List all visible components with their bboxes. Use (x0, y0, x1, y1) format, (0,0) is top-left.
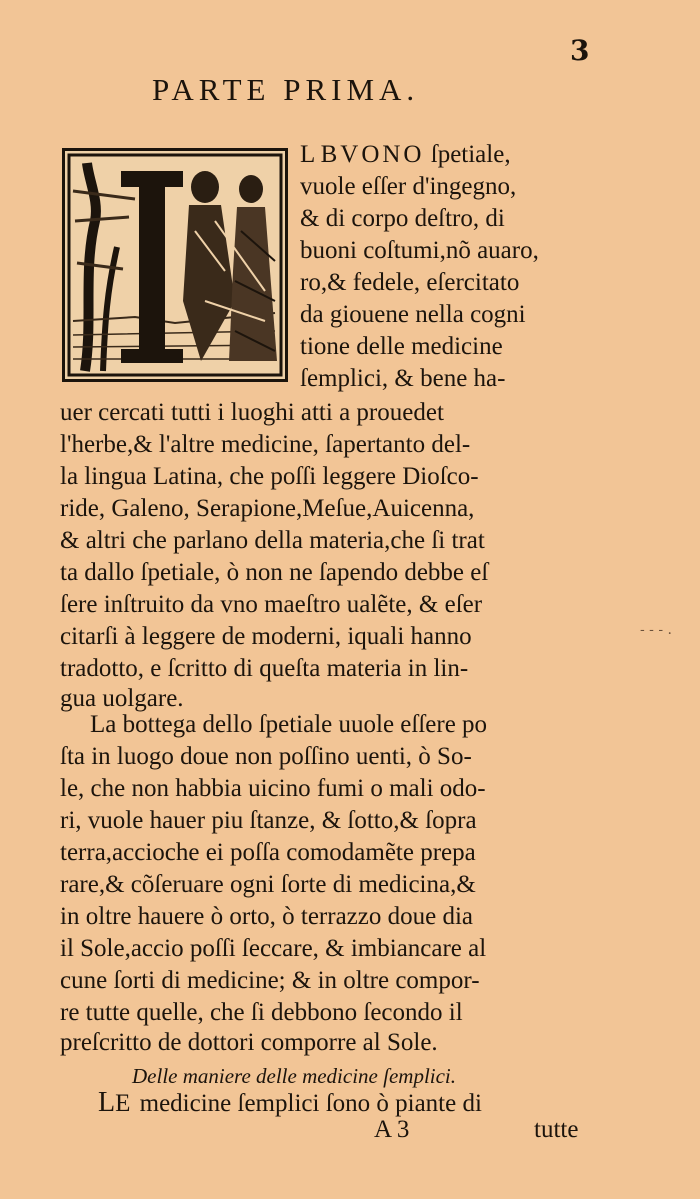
opening-small-caps: BVONO (320, 141, 425, 168)
text-line: preſcritto de dottori comporre al Sole. (60, 1029, 438, 1056)
opening-capital: L (300, 141, 315, 168)
signature-mark: A 3 (374, 1116, 410, 1143)
text-line-content: ſpetiale, (430, 141, 511, 168)
text-line: ri, vuole hauer piu ſtanze, & ſotto,& ſopra (60, 807, 477, 834)
text-line-content: medicine ſemplici ſono ò piante di (139, 1090, 482, 1117)
text-line: l'herbe,& l'altre medicine, ſapertanto del- (60, 431, 471, 458)
section-heading: Delle maniere delle medicine ſemplici. (132, 1064, 457, 1088)
text-line: vuole eſſer d'ingegno, (300, 173, 517, 200)
text-line (300, 140, 511, 170)
text-line: le, che non habbia uicino fumi o mali odo- (60, 775, 486, 802)
page-number: 3 (570, 34, 590, 67)
text-line: la lingua Latina, che poſſi leggere Dioſco- (60, 463, 479, 490)
text-line: citarſi à leggere de moderni, iquali hanno (60, 623, 472, 650)
text-line: buoni coſtumi,nõ auaro, (300, 237, 539, 264)
opening-small-caps: E (115, 1090, 134, 1117)
text-line: da giouene nella cogni (300, 301, 526, 328)
text-line: re tutte quelle, che ſi debbono ſecondo il (60, 999, 463, 1026)
text-line: ſta in luogo doue non poſſino uenti, ò So- (60, 743, 472, 770)
text-line: & di corpo deſtro, di (300, 205, 505, 232)
text-line: ſemplici, & bene ha- (300, 365, 506, 392)
text-line: tione delle medicine (300, 333, 503, 360)
text-line: rare,& cõſeruare ogni ſorte di medicina,& (60, 871, 476, 898)
text-line: La bottega dello ſpetiale uuole eſſere po (90, 711, 488, 738)
text-line: & altri che parlano della materia,che ſi trat (60, 527, 485, 554)
margin-mark: - - - . (640, 622, 672, 638)
text-line: il Sole,accio poſſi ſeccare, & imbiancare al (60, 935, 487, 962)
decorated-initial (62, 148, 288, 382)
text-line: terra,accioche ei poſſa comodamẽte prepa (60, 839, 476, 866)
text-line: in oltre hauere ò orto, ò terrazzo doue dia (60, 903, 474, 930)
text-line (98, 1088, 482, 1119)
text-line: gua uolgare. (60, 685, 184, 712)
text-line: uer cercati tutti i luoghi atti a prouedet (60, 399, 444, 426)
text-line: ſere inſtruito da vno maeſtro ualẽte, & eſer (60, 591, 483, 618)
opening-capital: L (98, 1087, 116, 1118)
text-line: ta dallo ſpetiale, ò non ne ſapendo debbe eſ (60, 559, 489, 586)
catchword: tutte (534, 1116, 579, 1143)
text-line: ro,& fedele, eſercitato (300, 269, 520, 296)
running-head: PARTE PRIMA. (152, 72, 420, 107)
text-line: ride, Galeno, Serapione,Meſue,Auicenna, (60, 495, 475, 522)
text-line: tradotto, e ſcritto di queſta materia in lin- (60, 655, 469, 682)
text-line: cune ſorti di medicine; & in oltre compor- (60, 967, 480, 994)
woodcut-initial-illustration (65, 151, 285, 379)
